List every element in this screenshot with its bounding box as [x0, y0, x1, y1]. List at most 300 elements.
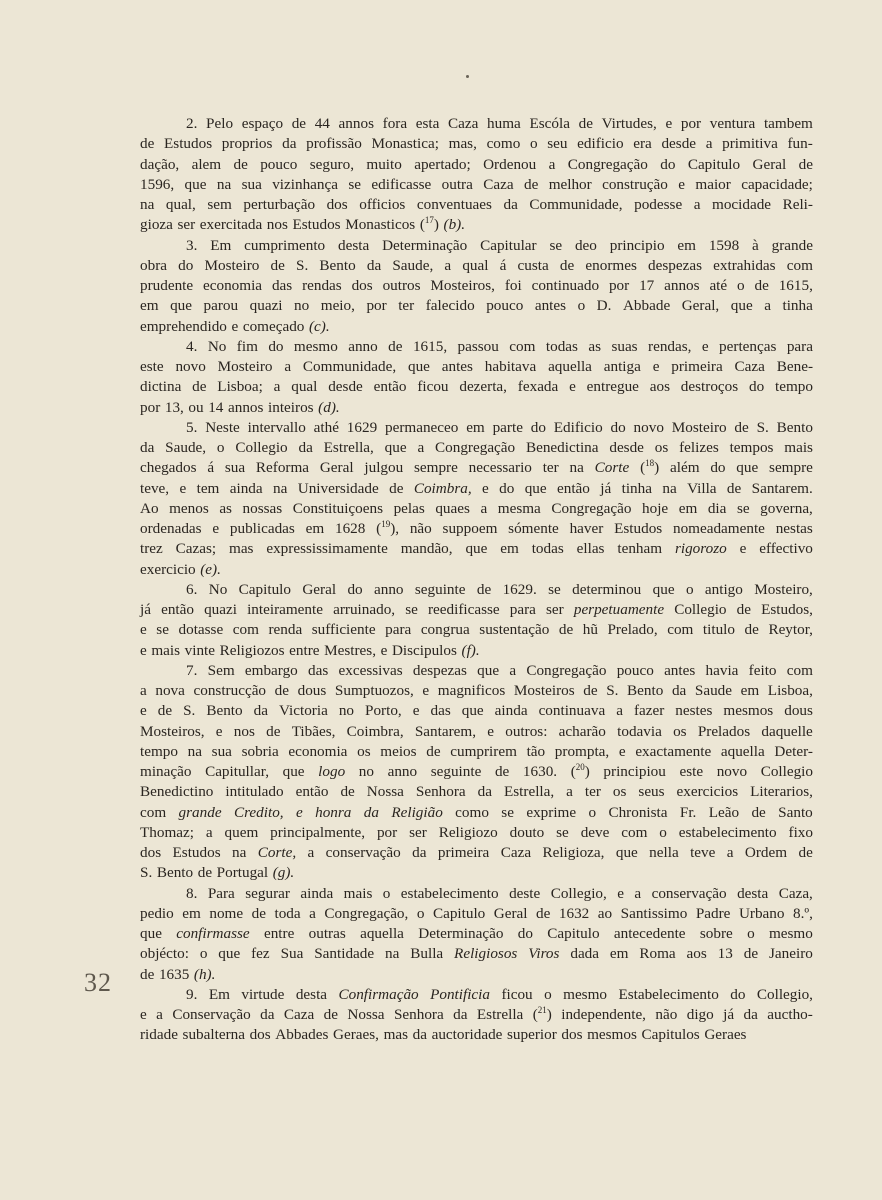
- word: annos: [227, 398, 264, 416]
- word: Capitulo: [687, 155, 741, 173]
- word: feito: [748, 661, 777, 679]
- word: de: [559, 256, 575, 274]
- word: Monasticos: [345, 216, 416, 234]
- word: Reli-: [782, 196, 813, 213]
- word: dos: [326, 196, 348, 213]
- word: este: [140, 358, 164, 375]
- word: falecido: [425, 297, 475, 315]
- word: Bento: [627, 682, 664, 699]
- word: não: [409, 520, 432, 537]
- word: era: [633, 135, 652, 153]
- page-mark-dot: [466, 75, 469, 78]
- word: anno: [387, 763, 418, 780]
- word: a: [726, 844, 734, 861]
- text-line: [140, 944, 813, 964]
- word: com: [621, 823, 648, 841]
- word: Reforma: [255, 459, 310, 477]
- word: que: [140, 925, 162, 942]
- word: já: [723, 1006, 735, 1023]
- word: da: [282, 135, 297, 153]
- word: a: [616, 702, 623, 720]
- paragraph-2: [140, 236, 813, 337]
- word: de: [140, 135, 155, 153]
- word: de: [140, 965, 155, 983]
- word: de: [270, 256, 285, 274]
- word: já: [600, 479, 612, 497]
- word: Saude,: [165, 439, 207, 456]
- word: governa,: [760, 499, 813, 517]
- word: D.: [596, 297, 612, 315]
- word: no: [358, 763, 374, 780]
- word: em: [678, 499, 698, 517]
- text-line: [140, 317, 813, 337]
- word: e: [678, 175, 686, 193]
- text-line: [140, 479, 813, 499]
- word: Capitulos: [641, 1026, 700, 1044]
- word: Determinação: [418, 925, 504, 942]
- word: ellas: [576, 540, 605, 558]
- word: renda: [268, 621, 303, 639]
- word: Janeiro: [768, 945, 813, 963]
- word: (h).: [193, 965, 216, 983]
- word: tambem: [763, 115, 813, 132]
- word: da: [453, 1006, 468, 1023]
- word: os: [673, 722, 687, 740]
- word: reedificasse: [427, 601, 500, 618]
- word: continuava: [538, 702, 606, 720]
- word: minação: [140, 763, 192, 780]
- word: que: [736, 459, 759, 477]
- word: Geral,: [681, 297, 720, 315]
- word: sómente: [508, 520, 559, 537]
- word: vinte: [184, 641, 215, 659]
- word: effectivo: [759, 540, 813, 558]
- word: a: [705, 135, 713, 153]
- word: antes: [441, 358, 473, 375]
- word: dos: [561, 1026, 583, 1044]
- word: 1635: [158, 965, 190, 983]
- word: do: [517, 925, 533, 942]
- word: inteiros: [268, 398, 314, 416]
- word: Geral: [493, 904, 528, 922]
- word: S.: [140, 864, 153, 882]
- word: em: [305, 520, 325, 537]
- word: então: [295, 783, 329, 801]
- word: nome: [209, 904, 244, 922]
- word: e: [231, 317, 239, 335]
- word: Monastica;: [371, 135, 439, 153]
- word: Religioza,: [542, 844, 605, 861]
- word: este: [679, 763, 704, 780]
- word: Capitular: [480, 236, 537, 254]
- word: a: [205, 823, 213, 841]
- word: ($^{21}$): [532, 1005, 552, 1023]
- word: em: [609, 945, 629, 963]
- word: sua: [224, 459, 246, 477]
- word: dos: [249, 1026, 271, 1044]
- word: no: [338, 702, 355, 720]
- word: Pontificia: [430, 985, 490, 1003]
- word: primeira: [437, 844, 490, 861]
- word: o: [747, 925, 755, 942]
- word: Congregação: [551, 499, 632, 517]
- word: do: [710, 459, 726, 477]
- word: despezas: [412, 661, 467, 679]
- word: todas: [531, 540, 564, 558]
- word: quazi: [204, 601, 237, 618]
- text-line: [140, 134, 813, 154]
- word: 14: [208, 398, 224, 416]
- word: Bene-: [776, 358, 813, 375]
- body-text: [140, 114, 813, 1046]
- word: que: [384, 439, 407, 456]
- text-line: [140, 965, 813, 985]
- word: Escóla: [529, 115, 570, 132]
- word: e: [215, 722, 223, 740]
- word: na: [273, 479, 288, 497]
- word: Mosteiro: [217, 358, 273, 375]
- word: Mosteiro: [204, 256, 260, 274]
- word: se: [405, 601, 418, 618]
- word: primitiva: [722, 135, 778, 153]
- word: exercitada: [199, 216, 263, 234]
- word: chegados: [140, 459, 197, 477]
- word: mesmos: [723, 702, 774, 720]
- word: tempo: [774, 378, 813, 396]
- word: se: [348, 175, 362, 193]
- word: qual: [462, 256, 489, 274]
- word: a: [444, 256, 452, 274]
- word: fim: [236, 337, 258, 355]
- text-line: [140, 884, 813, 904]
- word: dictina: [140, 378, 182, 396]
- word: desde: [661, 135, 697, 153]
- word: auctoridade: [431, 1026, 503, 1044]
- word: objécto:: [140, 945, 189, 963]
- word: ainda: [229, 479, 263, 497]
- word: que: [524, 479, 547, 497]
- word: conventuaes: [416, 196, 492, 213]
- word: espaço: [241, 115, 284, 132]
- word: cumprimento: [244, 236, 326, 254]
- word: Estudos: [164, 135, 213, 153]
- word: sempre: [769, 459, 813, 477]
- word: do: [530, 418, 546, 436]
- word: desta: [338, 236, 370, 254]
- text-line: [140, 276, 813, 296]
- word: seguinte: [414, 580, 466, 598]
- text-line: [140, 519, 813, 539]
- word: capacidade;: [741, 175, 813, 193]
- word: mocidade: [712, 196, 772, 213]
- word: Senhora: [415, 783, 466, 801]
- word: 9.: [186, 985, 198, 1003]
- word: mas: [383, 1026, 409, 1044]
- word: Determinação: [382, 236, 468, 254]
- word: a: [417, 439, 425, 456]
- word: que: [652, 580, 675, 598]
- word: do: [748, 378, 765, 396]
- word: todas: [545, 337, 578, 355]
- word: felizes: [679, 439, 719, 456]
- word: no: [294, 297, 310, 315]
- word: Geral: [319, 459, 354, 477]
- word: ($^{19}$),: [376, 519, 400, 537]
- word: novo: [716, 763, 748, 780]
- word: mas,: [448, 135, 477, 153]
- word: nestes: [675, 702, 713, 720]
- word: Capitulo: [238, 580, 291, 598]
- word: Prelado,: [607, 621, 658, 639]
- word: seus: [638, 783, 665, 801]
- word: deo: [574, 236, 597, 254]
- word: Congregação: [526, 661, 607, 679]
- word: alem: [191, 155, 222, 173]
- word: dação,: [140, 155, 180, 173]
- word: Leão: [708, 803, 740, 821]
- word: Caza,: [778, 884, 813, 902]
- word: outros:: [505, 722, 548, 740]
- word: seguro,: [309, 155, 354, 173]
- word: os: [357, 742, 371, 760]
- word: Corte: [594, 459, 630, 477]
- word: Victoria: [278, 702, 328, 720]
- word: que: [465, 540, 488, 558]
- word: de: [192, 378, 207, 396]
- word: exercicios: [676, 783, 739, 801]
- word: Literarios,: [750, 783, 813, 801]
- word: Confirmação: [338, 985, 419, 1003]
- word: perturbação: [243, 196, 316, 213]
- word: de: [523, 175, 539, 193]
- word: de: [743, 945, 759, 963]
- word: 8.: [186, 884, 198, 902]
- word: ainda: [494, 702, 528, 720]
- word: e: [140, 702, 147, 720]
- word: ter: [584, 783, 601, 801]
- word: além: [670, 459, 700, 477]
- word: despezas: [648, 256, 703, 274]
- word: habitava: [484, 358, 537, 375]
- text-line: [140, 843, 813, 863]
- word: de: [736, 601, 751, 618]
- word: em: [677, 236, 696, 254]
- word: dous: [784, 702, 813, 720]
- word: a: [156, 1006, 163, 1023]
- word: Santidade: [314, 945, 375, 963]
- word: 44: [314, 115, 330, 132]
- word: mesmo: [768, 925, 813, 942]
- word: e: [140, 621, 147, 639]
- word: Credito,: [233, 803, 284, 821]
- word: ($^{18}$): [640, 458, 660, 477]
- word: 1615,: [778, 277, 813, 294]
- word: e: [140, 641, 147, 659]
- word: S.: [606, 682, 619, 699]
- word: com: [509, 337, 536, 355]
- word: que: [218, 945, 241, 963]
- word: obra: [140, 256, 167, 274]
- word: Thomaz;: [140, 823, 194, 841]
- word: magnificos: [437, 682, 506, 699]
- word: nos: [233, 722, 255, 740]
- word: titulo: [702, 621, 735, 639]
- word: se: [156, 621, 169, 639]
- word: sua: [211, 742, 232, 760]
- word: Discipulos: [391, 641, 457, 659]
- word: ser: [546, 601, 564, 618]
- word: No: [208, 580, 228, 598]
- word: principio: [609, 236, 665, 254]
- word: rendas: [302, 277, 342, 294]
- word: vizinhança: [272, 175, 338, 193]
- word: annos: [338, 115, 374, 132]
- word: digo: [686, 1006, 714, 1023]
- word: deste: [509, 884, 541, 902]
- word: e: [487, 722, 494, 740]
- word: edificio: [577, 135, 624, 153]
- word: acharão: [558, 722, 606, 740]
- word: sufficiente: [311, 621, 376, 639]
- word: Estudos: [614, 520, 663, 537]
- word: fun-: [787, 135, 813, 153]
- word: do: [610, 418, 626, 436]
- text-line: [140, 823, 813, 843]
- text-line: [140, 924, 813, 944]
- word: dotasse: [178, 621, 224, 639]
- word: Ordenou: [483, 155, 537, 173]
- word: dia: [707, 499, 727, 517]
- word: proprios: [221, 135, 273, 153]
- word: por: [680, 115, 702, 132]
- word: o: [659, 823, 667, 841]
- word: com: [786, 256, 813, 274]
- word: da: [366, 256, 382, 274]
- word: Geral: [302, 580, 337, 598]
- word: do: [499, 479, 515, 497]
- word: anno: [373, 580, 404, 598]
- word: como: [486, 135, 521, 153]
- word: então: [373, 378, 407, 396]
- word: 1628: [334, 520, 366, 537]
- word: da: [363, 803, 379, 821]
- word: meio,: [320, 297, 355, 315]
- word: que: [407, 358, 430, 375]
- word: qual,: [165, 196, 196, 213]
- word: de: [744, 621, 759, 639]
- word: e: [652, 358, 660, 375]
- word: como: [455, 803, 489, 821]
- word: publicadas: [229, 520, 295, 537]
- word: Estrella,: [503, 783, 555, 801]
- word: (g).: [272, 864, 295, 882]
- word: Mosteiros,: [140, 722, 205, 740]
- word: Communidade,: [302, 358, 397, 375]
- word: dezerta,: [459, 378, 507, 396]
- word: Bento: [156, 864, 194, 882]
- word: seguinte: [430, 763, 482, 780]
- word: Collegio: [760, 763, 813, 780]
- word: Congregação: [567, 155, 648, 173]
- word: de: [233, 155, 248, 173]
- word: Viros: [528, 945, 560, 963]
- word: antes: [534, 297, 567, 315]
- word: Bento: [319, 256, 356, 274]
- word: continuado: [531, 277, 600, 294]
- word: de: [494, 763, 510, 780]
- word: se: [556, 823, 569, 841]
- word: pedio: [140, 904, 174, 922]
- word: 1596,: [140, 175, 175, 193]
- word: e: [701, 337, 709, 355]
- word: antecedente: [613, 925, 686, 942]
- word: Estudos,: [761, 601, 813, 618]
- word: mesmo: [293, 337, 338, 355]
- word: de: [583, 682, 598, 699]
- word: dous: [297, 682, 327, 699]
- word: suppoem: [442, 520, 498, 537]
- word: mesmo: [563, 985, 607, 1003]
- word: parte: [492, 418, 523, 436]
- text-line: [140, 985, 813, 1005]
- word: Ao: [140, 499, 159, 517]
- word: Lisboa;: [217, 378, 263, 396]
- word: de: [578, 115, 593, 132]
- text-line: [140, 742, 813, 762]
- word: tão: [526, 742, 546, 760]
- word: Coimbra,: [346, 722, 404, 740]
- word: que: [730, 297, 753, 315]
- word: entregue: [586, 378, 639, 396]
- word: athé: [313, 418, 339, 436]
- word: Collegio: [674, 601, 727, 618]
- word: honra: [315, 803, 352, 821]
- word: o: [737, 277, 745, 294]
- word: aquella: [720, 742, 765, 760]
- word: de: [274, 682, 289, 699]
- text-line: [140, 236, 813, 256]
- word: expressissimamente: [266, 540, 388, 558]
- word: superior: [507, 1026, 557, 1044]
- text-line: [140, 256, 813, 276]
- word: toda: [274, 904, 301, 922]
- word: prompta,: [554, 742, 610, 760]
- word: Collegio,: [756, 985, 813, 1003]
- word: ficou: [417, 378, 449, 396]
- word: de: [536, 904, 551, 922]
- word: tinha: [621, 479, 652, 497]
- word: Bulla: [410, 945, 444, 963]
- word: nos: [266, 216, 288, 234]
- text-line: [140, 398, 813, 418]
- text-line: [140, 155, 813, 175]
- paragraph-1: [140, 114, 813, 236]
- word: 1630.: [522, 763, 558, 780]
- word: Portugal: [216, 864, 269, 882]
- word: novo: [633, 418, 664, 436]
- word: Neste: [205, 418, 240, 436]
- word: entre: [263, 925, 295, 942]
- word: 6.: [186, 580, 198, 598]
- word: quaes: [435, 499, 470, 517]
- page-number: 32: [84, 968, 112, 997]
- word: das: [271, 277, 293, 294]
- word: do: [347, 580, 363, 598]
- word: S.: [756, 418, 769, 436]
- word: grande: [771, 236, 813, 254]
- text-line: [140, 296, 813, 316]
- word: e: [212, 520, 220, 537]
